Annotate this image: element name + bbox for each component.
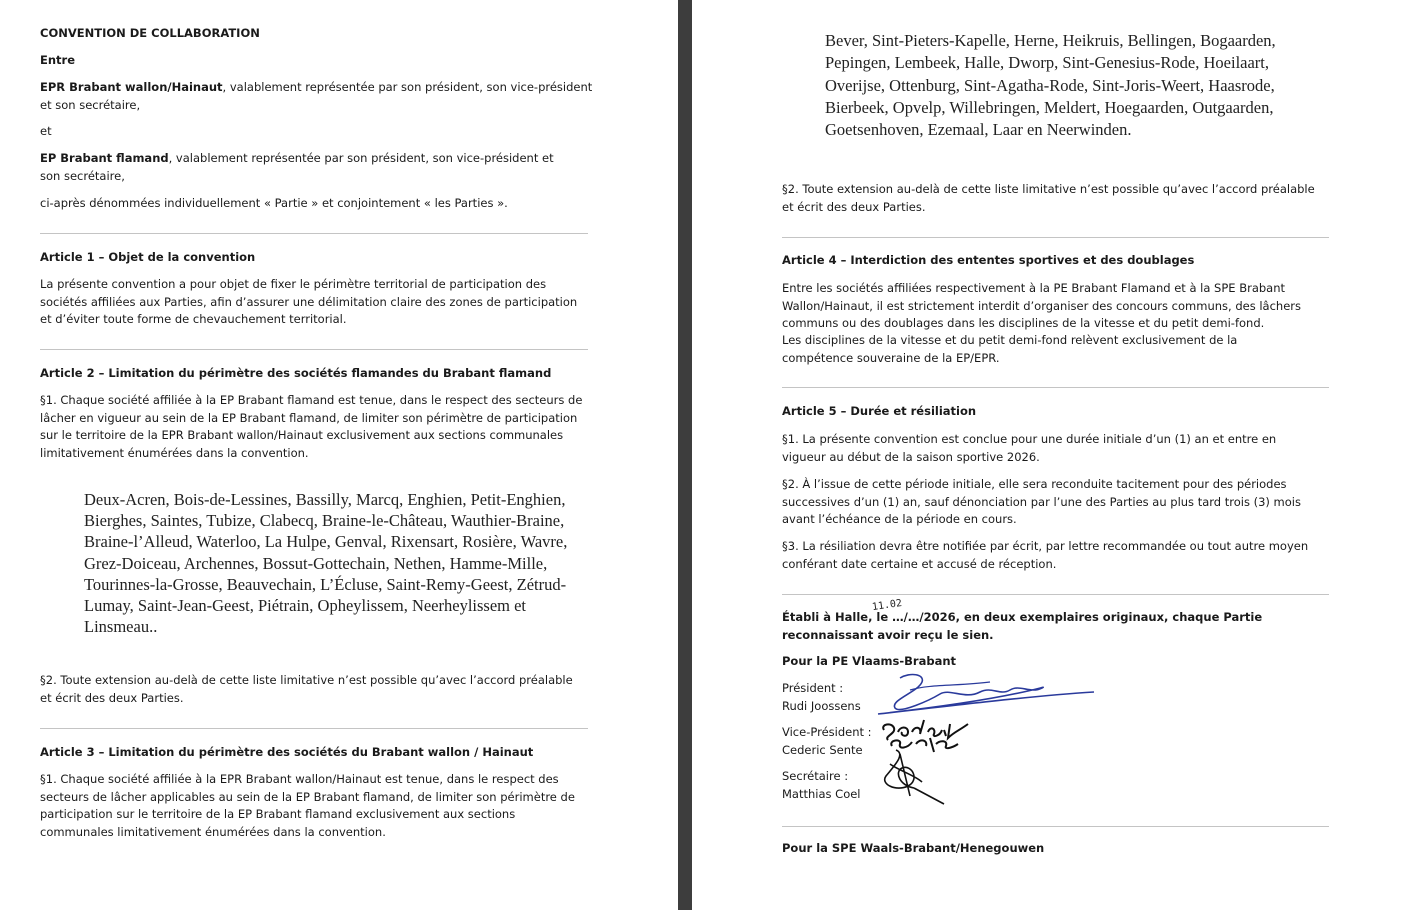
party1-rest: , valablement représentée par son président, son vice-président et son secrétaire, xyxy=(40,80,593,112)
secretary-signature xyxy=(876,746,956,808)
designation-text: ci-après dénommées individuellement « Partie » et conjointement « les Parties ». xyxy=(40,196,508,210)
article3-paragraph2: §2. Toute extension au-delà de cette liste limitative n’est possible qu’avec l’accord préalable et écrit des deux Parties. xyxy=(782,182,1315,214)
party2-paragraph xyxy=(40,150,560,185)
spe-waals-brabant-header: Pour la SPE Waals-Brabant/Henegouwen xyxy=(782,841,1045,855)
divider xyxy=(782,237,1329,238)
right-page xyxy=(692,0,1405,910)
secretary-name: Matthias Coel xyxy=(782,786,861,801)
divider xyxy=(40,728,588,729)
party1-paragraph xyxy=(40,79,600,114)
divider xyxy=(40,349,588,350)
article3-paragraph1: §1. Chaque société affiliée à la EPR Brabant wallon/Hainaut est tenue, dans le respect des secteurs de lâcher applicables au sein de la EP Brabant flamand, de limiter son périmètre de participation sur le territoire de la EP Brabant flamand exclusivement aux sections communales limitativement énumérées dans la convention. xyxy=(40,772,575,839)
article1-text: La présente convention a pour objet de fixer le périmètre territorial de participation des sociétés affiliées aux Parties, afin d’assurer une délimitation claire des zones de participation et d’éviter toute forme de chevauchement territorial. xyxy=(40,277,578,326)
vice-president-name: Cederic Sente xyxy=(782,742,863,757)
article5-paragraph1: §1. La présente convention est conclue pour une durée initiale d’un (1) an et entre en vigueur au début de la saison sportive 2026. xyxy=(782,432,1277,464)
secretary-label: Secrétaire : xyxy=(782,769,849,783)
article4-title: Article 4 – Interdiction des ententes sportives et des doublages xyxy=(782,253,1195,267)
divider xyxy=(782,826,1329,827)
president-label: Président : xyxy=(782,681,844,695)
article3-commune-list: Bever, Sint-Pieters-Kapelle, Herne, Heikruis, Bellingen, Bogaarden, Pepingen, Lembeek, Halle, Dworp, Sint-Genesius-Rode, Hoeilaart, Overijse, Ottenburg, Sint-Agatha-Rode, Sint-Joris-Weert, Haasrode, Bierbeek, Opvelp, Willebringen, Meldert, Hoegaarden, Outgaarden, Goetsenhoven, Ezemaal, Laar en Neerwinden. xyxy=(825,31,1276,140)
etabli-statement: Établi à Halle, le …/…/2026, en deux exemplaires originaux, chaque Partie reconnaissant avoir reçu le sien. xyxy=(782,610,1263,642)
vice-president-label: Vice-Président : xyxy=(782,725,872,739)
left-page xyxy=(0,0,678,910)
divider xyxy=(782,387,1329,388)
president-signature xyxy=(870,670,1100,720)
page-gutter xyxy=(678,0,692,910)
president-block xyxy=(782,680,861,715)
article4-paragraph2: Les disciplines de la vitesse et du petit demi-fond relèvent exclusivement de la compétence souveraine de la EP/EPR. xyxy=(782,333,1238,365)
secretary-block xyxy=(782,768,861,803)
handwritten-date: 11.02 xyxy=(871,597,903,614)
entre-label: Entre xyxy=(40,53,76,67)
document-title: CONVENTION DE COLLABORATION xyxy=(40,26,260,40)
article3-title: Article 3 – Limitation du périmètre des sociétés du Brabant wallon / Hainaut xyxy=(40,745,534,759)
vice-president-block xyxy=(782,724,872,759)
article5-title: Article 5 – Durée et résiliation xyxy=(782,404,977,418)
article1-title: Article 1 – Objet de la convention xyxy=(40,250,256,264)
article2-commune-list: Deux-Acren, Bois-de-Lessines, Bassilly, Marcq, Enghien, Petit-Enghien, Bierghes, Saintes, Tubize, Clabecq, Braine-le-Château, Wauthier-Braine, Braine-l’Alleud, Waterloo, La Hulpe, Genval, Rixensart, Rosière, Wavre, Grez-Doiceau, Archennes, Bossut-Gottechain, Nethen, Hamme-Mille, Tourinnes-la-Grosse, Beauvechain, L’Écluse, Saint-Remy-Geest, Zétrud-Lumay, Saint-Jean-Geest, Piétrain, Opheylissem, Neerheylissem et Linsmeau.. xyxy=(84,490,568,637)
article2-paragraph2: §2. Toute extension au-delà de cette liste limitative n’est possible qu’avec l’accord préalable et écrit des deux Parties. xyxy=(40,673,573,705)
party1-name: EPR Brabant wallon/Hainaut xyxy=(40,80,223,94)
party2-rest: , valablement représentée par son président, son vice-président et son secrétaire, xyxy=(40,151,554,183)
article5-paragraph3: §3. La résiliation devra être notifiée par écrit, par lettre recommandée ou tout autre moyen conférant date certaine et accusé de réception. xyxy=(782,539,1309,571)
article4-paragraph1: Entre les sociétés affiliées respectivement à la PE Brabant Flamand et à la SPE Brabant Wallon/Hainaut, il est strictement interdit d’organiser des concours communs, des lâchers communs ou des doublages dans les disciplines de la vitesse et du petit demi-fond. xyxy=(782,281,1301,330)
divider xyxy=(40,233,588,234)
president-name: Rudi Joossens xyxy=(782,698,861,713)
et-label: et xyxy=(40,124,52,138)
article5-paragraph2: §2. À l’issue de cette période initiale, elle sera reconduite tacitement pour des périodes successives d’un (1) an, sauf dénonciation par l’une des Parties au plus tard trois (3) mois avant l’échéance de la période en cours. xyxy=(782,477,1301,526)
pe-vlaams-brabant-header: Pour la PE Vlaams-Brabant xyxy=(782,654,957,668)
party2-name: EP Brabant flamand xyxy=(40,151,169,165)
article2-paragraph1: §1. Chaque société affiliée à la EP Brabant flamand est tenue, dans le respect des secteurs de lâcher en vigueur au sein de la EP Brabant flamand, de limiter son périmètre de participation sur le territoire de la EPR Brabant wallon/Hainaut exclusivement aux sections communales limitativement énumérées dans la convention. xyxy=(40,393,583,460)
article2-title: Article 2 – Limitation du périmètre des sociétés flamandes du Brabant flamand xyxy=(40,366,552,380)
divider xyxy=(782,594,1329,595)
